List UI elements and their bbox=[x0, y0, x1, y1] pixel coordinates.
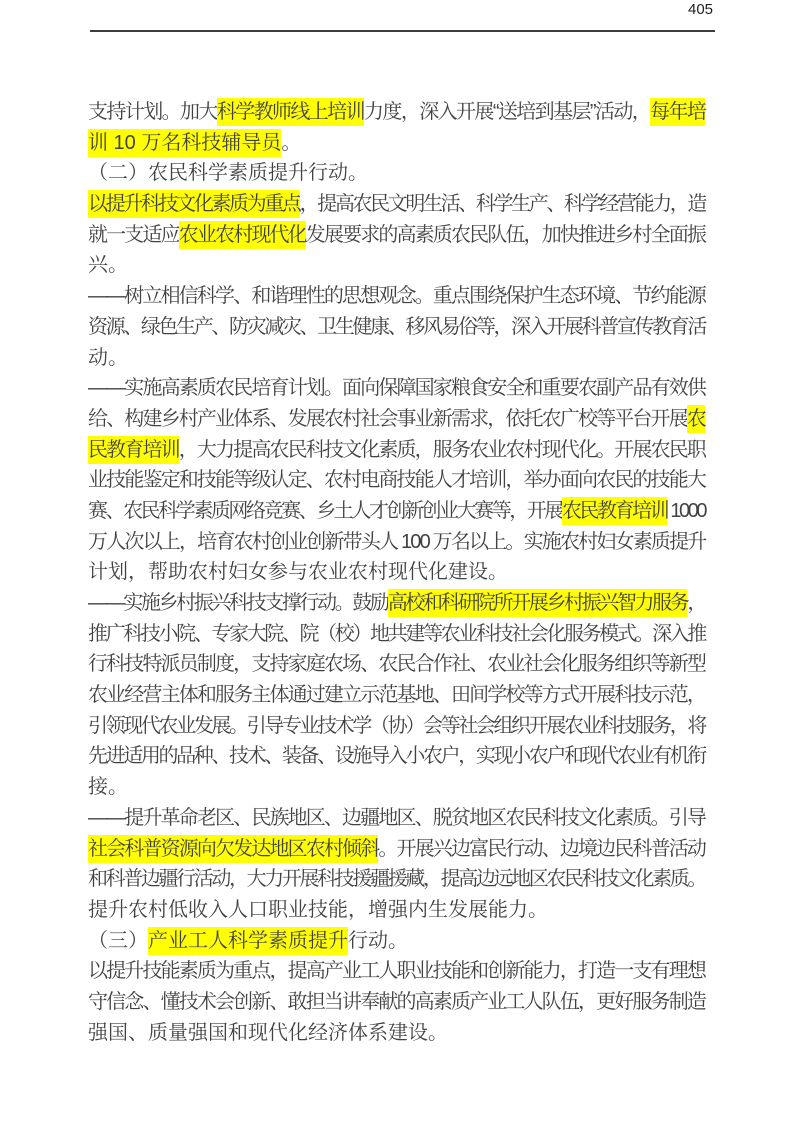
text-segment: 守信念、懂技术会创新、敢担当讲奉献的高素质产业工人队伍，更好服务制造 bbox=[88, 990, 705, 1013]
highlighted-text: 产业工人科学素质提升 bbox=[148, 927, 348, 955]
text-segment: 资源、绿色生产、防灾减灾、卫生健康、移风易俗等，深入开展科普宣传教育活 bbox=[88, 315, 706, 338]
text-line bbox=[88, 373, 705, 404]
text-line bbox=[88, 527, 705, 558]
text-segment: ——提升革命老区、民族地区、边疆地区、脱贫地区农民科技文化素质。引导 bbox=[88, 806, 705, 829]
text-segment: 1000 bbox=[667, 499, 706, 522]
text-line bbox=[88, 619, 705, 650]
header-divider bbox=[90, 30, 715, 32]
text-segment: 发展要求的高素质农民队伍，加快推进乡村全面振 bbox=[305, 223, 706, 246]
text-segment: ——实施乡村振兴科技支撑行动。鼓励 bbox=[88, 592, 388, 614]
text-segment: 计划，帮助农村妇女参与农业农村现代化建设。 bbox=[88, 561, 508, 584]
text-segment: 先进适用的品种、技术、装备、设施导入小农户，实现小农户和现代农业有机衔 bbox=[88, 745, 706, 768]
text-line bbox=[88, 250, 705, 281]
document-body bbox=[88, 97, 705, 1048]
text-segment: （二）农民科学素质提升行动。 bbox=[88, 162, 368, 185]
text-segment: 以提升技能素质为重点，提高产业工人职业技能和创新能力，打造一支有理想 bbox=[88, 960, 705, 983]
text-segment: 力度，深入开展“送培到基层”活动， bbox=[364, 101, 651, 123]
highlighted-text: 高校和科研院所开展乡村振兴智力服务 bbox=[388, 589, 688, 617]
text-line bbox=[88, 496, 705, 527]
text-line bbox=[88, 680, 705, 711]
text-segment: 给、构建乡村产业体系、发展农村社会事业新需求，依托农广校等平台开展 bbox=[88, 407, 687, 430]
text-segment: 支持计划。加大 bbox=[88, 101, 217, 123]
text-line bbox=[88, 189, 705, 220]
text-line bbox=[88, 128, 705, 159]
text-segment: 行动。 bbox=[348, 929, 408, 952]
text-line bbox=[88, 803, 705, 834]
text-line bbox=[88, 435, 705, 466]
text-line bbox=[88, 987, 705, 1018]
text-line bbox=[88, 711, 705, 742]
text-segment: 接。 bbox=[88, 776, 128, 799]
highlighted-text: 社会科普资源向欠发达地区农村倾斜 bbox=[88, 835, 378, 863]
highlighted-text: 训 10 万名科技辅导员 bbox=[88, 129, 281, 157]
text-segment: 业技能鉴定和技能等级认定、农村电商技能人才培训，举办面向农民的技能大 bbox=[88, 469, 705, 492]
page-number: 405 bbox=[688, 1, 714, 18]
text-line bbox=[88, 649, 705, 680]
text-segment: 农业经营主体和服务主体通过建立示范基地、田间学校等方式开展科技示范， bbox=[88, 684, 705, 707]
highlighted-text: 每年培 bbox=[650, 98, 705, 126]
text-segment: （三） bbox=[88, 929, 148, 952]
text-line bbox=[88, 97, 705, 128]
highlighted-text: 农 bbox=[687, 405, 705, 433]
text-line bbox=[88, 557, 705, 588]
text-segment: 引领现代农业发展。引导专业技术学（协）会等社会组织开展农业科技服务，将 bbox=[88, 714, 706, 737]
text-line bbox=[88, 741, 705, 772]
text-segment: 就一支适应 bbox=[88, 223, 179, 246]
text-segment: ， bbox=[687, 592, 706, 614]
text-segment: ——树立相信科学、和谐理性的思想观念。重点围绕保护生态环境、节约能源 bbox=[88, 285, 705, 308]
text-line bbox=[88, 588, 705, 619]
text-segment: ——实施高素质农民培育计划。面向保障国家粮食安全和重要农副产品有效供 bbox=[88, 377, 705, 400]
text-line bbox=[88, 281, 705, 312]
text-segment: 赛、农民科学素质网络竞赛、乡土人才创新创业大赛等，开展 bbox=[88, 499, 562, 522]
highlighted-text: 农业农村现代化 bbox=[179, 221, 306, 249]
text-line bbox=[88, 1018, 705, 1049]
text-segment: 和科普边疆行活动，大力开展科技援疆援藏，提高边远地区农民科技文化素质。 bbox=[88, 868, 706, 891]
text-line bbox=[88, 158, 705, 189]
text-line bbox=[88, 834, 705, 865]
highlighted-text: 科学教师线上培训 bbox=[217, 98, 364, 126]
text-segment: 行科技特派员制度，支持家庭农场、农民合作社、农业社会化服务组织等新型 bbox=[88, 653, 705, 676]
highlighted-text: 民教育培训 bbox=[88, 436, 179, 464]
text-line bbox=[88, 926, 705, 957]
text-segment: 提升农村低收入人口职业技能，增强内生发展能力。 bbox=[88, 898, 548, 921]
text-segment: 动。 bbox=[88, 346, 128, 369]
text-line bbox=[88, 312, 705, 343]
text-segment: ，提高农民文明生活、科学生产、科学经营能力，造 bbox=[299, 193, 706, 216]
text-segment: 兴。 bbox=[88, 254, 128, 277]
text-line bbox=[88, 895, 705, 926]
text-line bbox=[88, 343, 705, 374]
text-segment: 。开展兴边富民行动、边境边民科普活动 bbox=[378, 837, 706, 860]
text-line bbox=[88, 956, 705, 987]
text-line bbox=[88, 404, 705, 435]
text-line bbox=[88, 772, 705, 803]
highlighted-text: 以提升科技文化素质为重点 bbox=[88, 190, 300, 218]
text-line bbox=[88, 465, 705, 496]
text-segment: 强国、质量强国和现代化经济体系建设。 bbox=[88, 1021, 448, 1044]
text-line bbox=[88, 220, 705, 251]
text-segment: 推广科技小院、专家大院、院（校）地共建等农业科技社会化服务模式。深入推 bbox=[88, 622, 706, 645]
text-segment: ，大力提高农民科技文化素质，服务农业农村现代化。开展农民职 bbox=[178, 438, 706, 461]
text-segment: 。 bbox=[281, 131, 302, 154]
highlighted-text: 农民教育培训 bbox=[562, 497, 667, 525]
text-line bbox=[88, 864, 705, 895]
text-segment: 万人次以上，培育农村创业创新带头人 100 万名以上。实施农村妇女素质提升 bbox=[88, 530, 706, 553]
